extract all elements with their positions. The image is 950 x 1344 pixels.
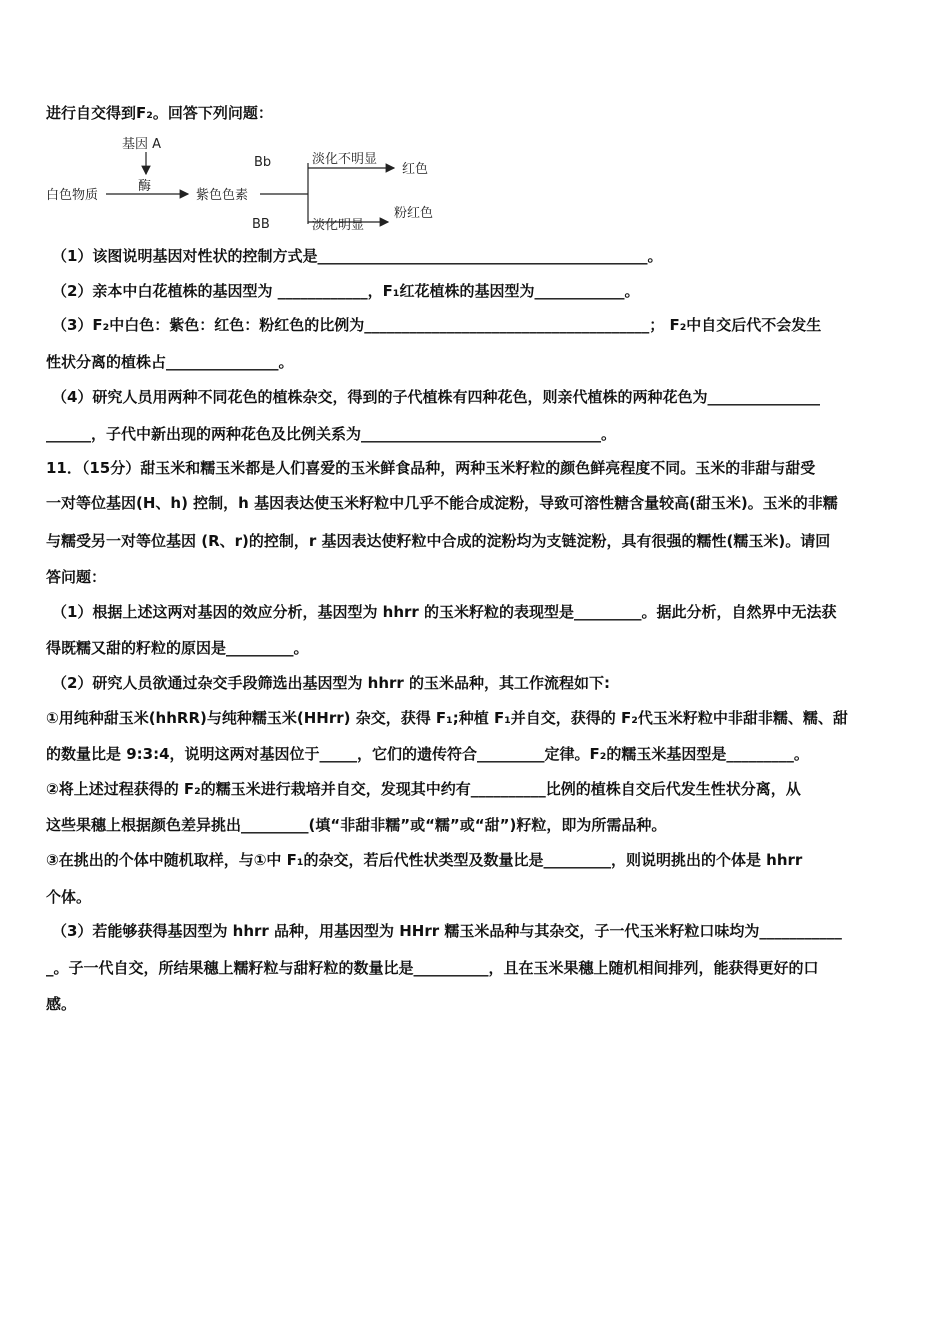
red-label: 红色	[402, 162, 429, 177]
q11-line4: 答问题：	[46, 568, 107, 586]
intro-text: 进行自交得到F₂。回答下列问题：	[46, 104, 273, 122]
gene-pathway-diagram	[40, 130, 460, 240]
q11-line14: （3）若能够获得基因型为 hhrr 品种，用基因型为 HHrr 糯玉米品种与其杂交，子一代玉米籽粒口味均为___________	[52, 922, 842, 940]
q10-part4-line1: （4）研究人员用两种不同花色的植株杂交，得到的子代植株有四种花色，则亲代植株的两种花色为_______________	[52, 388, 820, 406]
q11-line10: ②将上述过程获得的 F₂的糯玉米进行栽培并自交，发现其中约有__________比例的植株自交后代发生性状分离，从	[46, 780, 801, 798]
enzyme-label: 酶	[138, 179, 152, 194]
q10-part2: （2）亲本中白花植株的基因型为 ____________，F₁红花植株的基因型为____________。	[52, 282, 640, 300]
white-substance-label: 白色物质	[46, 188, 99, 203]
fade-obvious-label: 淡化明显	[312, 218, 365, 233]
q11-line1: 11．（15分）甜玉米和糯玉米都是人们喜爱的玉米鲜食品种，两种玉米籽粒的颜色鲜亮程度不同。玉米的非甜与甜受	[46, 459, 816, 477]
q11-line12: ③在挑出的个体中随机取样，与①中 F₁的杂交，若后代性状类型及数量比是_________，则说明挑出的个体是 hhrr	[46, 851, 803, 869]
q10-part4-line2: ______，子代中新出现的两种花色及比例关系为________________________________。	[46, 425, 617, 443]
fade-not-obvious-label: 淡化不明显	[312, 152, 378, 167]
q11-line16: 感。	[46, 995, 77, 1013]
q11-line7: （2）研究人员欲通过杂交手段筛选出基因型为 hhrr 的玉米品种，其工作流程如下:	[52, 674, 611, 692]
gene-a-label: 基因 A	[122, 137, 162, 152]
q10-part3-line2: 性状分离的植株占_______________。	[46, 353, 294, 371]
q11-line5: （1）根据上述这两对基因的效应分析，基因型为 hhrr 的玉米籽粒的表现型是_________。据此分析，自然界中无法获	[52, 603, 837, 621]
q11-line13: 个体。	[46, 888, 92, 906]
q11-line3: 与糯受另一对等位基因 (R、r)的控制，r 基因表达使籽粒中合成的淀粉均为支链淀粉，具有很强的糯性(糯玉米)。请回	[46, 532, 831, 550]
q11-line15: _。子一代自交，所结果穗上糯籽粒与甜籽粒的数量比是__________，且在玉米果穗上随机相间排列，能获得更好的口	[46, 959, 819, 977]
bb-lower-label: BB	[252, 217, 270, 232]
q11-line8: ①用纯种甜玉米(hhRR)与纯种糯玉米(HHrr) 杂交，获得 F₁;种植 F₁并自交，获得的 F₂代玉米籽粒中非甜非糯、糯、甜	[46, 709, 848, 727]
bb-upper-label: Bb	[254, 155, 272, 170]
q11-line6: 得既糯又甜的籽粒的原因是_________。	[46, 639, 309, 657]
q10-part3-line1: （3）F₂中白色：紫色：红色：粉红色的比例为______________________________________； F₂中自交后代不会发生	[52, 316, 822, 334]
q11-line2: 一对等位基因(H、h) 控制，h 基因表达使玉米籽粒中几乎不能合成淀粉，导致可溶性糖含量较高(甜玉米)。玉米的非糯	[46, 494, 838, 512]
q10-part1: （1）该图说明基因对性状的控制方式是____________________________________________。	[52, 247, 663, 265]
pink-label: 粉红色	[394, 206, 434, 221]
purple-pigment-label: 紫色色素	[196, 188, 249, 203]
q11-line11: 这些果穗上根据颜色差异挑出_________(填“非甜非糯”或“糯”或“甜”)籽粒，即为所需品种。	[46, 816, 667, 834]
q11-line9: 的数量比是 9:3:4，说明这两对基因位于_____，它们的遗传符合_________定律。F₂的糯玉米基因型是_________。	[46, 745, 809, 763]
